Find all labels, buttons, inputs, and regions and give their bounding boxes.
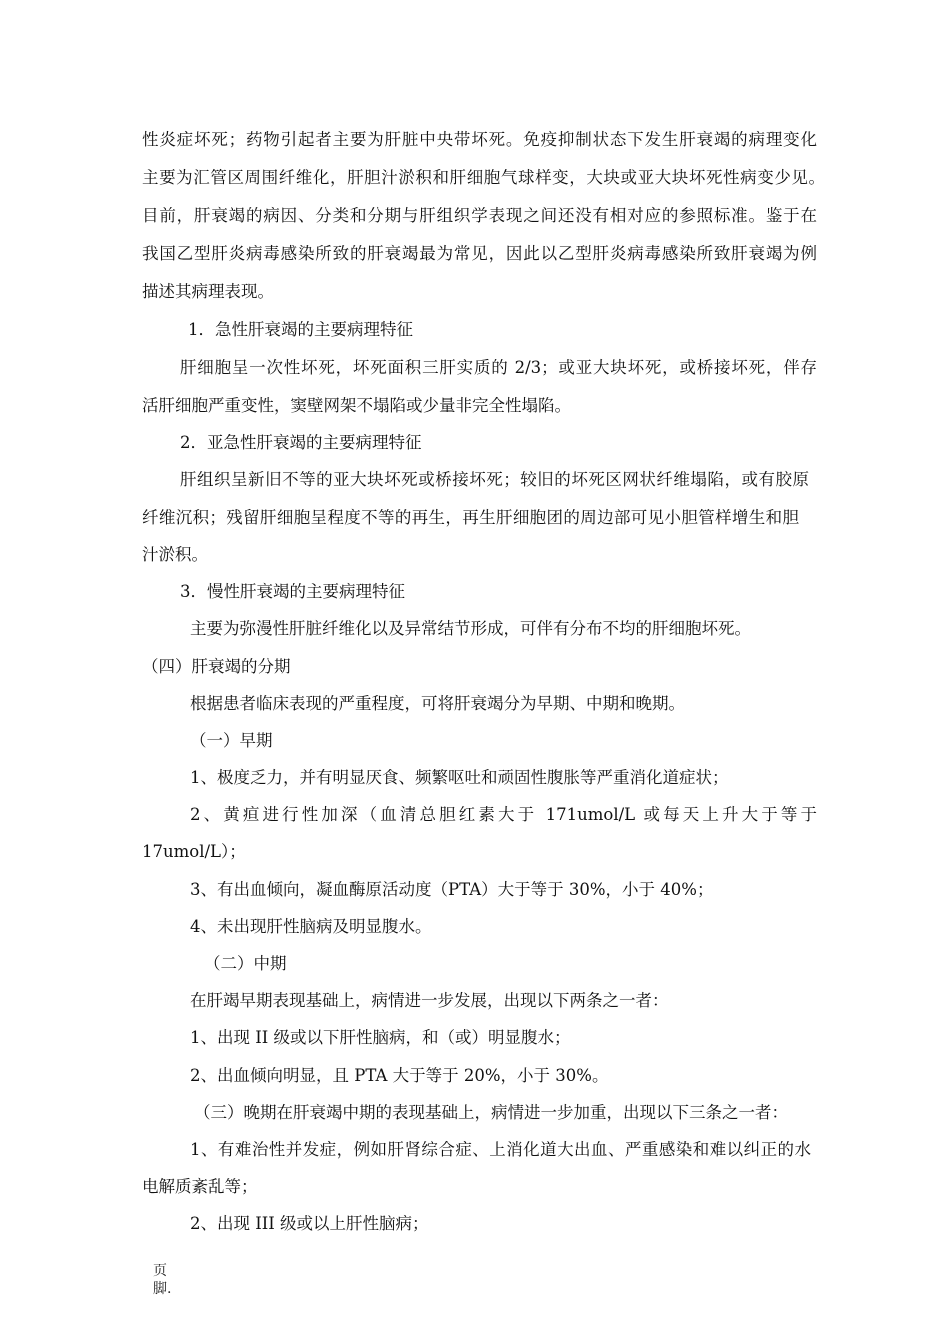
list-item: 1、出现 II 级或以下肝性脑病，和（或）明显腹水；: [190, 1028, 571, 1047]
text-line: 在肝竭早期表现基础上，病情进一步发展，出现以下两条之一者：: [190, 991, 669, 1010]
text-line: 活肝细胞严重变性，窦壁网架不塌陷或少量非完全性塌陷。: [142, 396, 571, 415]
list-item: 2、出血倾向明显，且 PTA 大于等于 20%，小于 30%。: [190, 1066, 609, 1085]
text-line: 我国乙型肝炎病毒感染所致的肝衰竭最为常见，因此以乙型肝炎病毒感染所致肝衰竭为例: [142, 244, 817, 263]
text-line: 纤维沉积；残留肝细胞呈程度不等的再生，再生肝细胞团的周边部可见小胆管样增生和胆: [142, 508, 799, 527]
section-heading: 2．亚急性肝衰竭的主要病理特征: [180, 433, 422, 452]
text-line: 肝细胞呈一次性坏死，坏死面积三肝实质的 2/3；或亚大块坏死，或桥接坏死，伴存: [180, 358, 817, 377]
text-line: 电解质紊乱等；: [142, 1177, 258, 1196]
text-line: 肝组织呈新旧不等的亚大块坏死或桥接坏死；较旧的坏死区网状纤维塌陷，或有胶原: [180, 470, 809, 489]
text-line: 汁淤积。: [142, 545, 208, 564]
text-line: 目前，肝衰竭的病因、分类和分期与肝组织学表现之间还没有相对应的参照标准。鉴于在: [142, 206, 817, 225]
subsection-heading: （三）晚期在肝衰竭中期的表现基础上，病情进一步加重，出现以下三条之一者：: [194, 1103, 788, 1122]
text-line: 描述其病理表现。: [142, 282, 274, 301]
footer-line: 页: [153, 1263, 167, 1279]
section-heading: 1．急性肝衰竭的主要病理特征: [188, 320, 413, 339]
page-footer: [153, 1262, 171, 1298]
list-item: 1、有难治性并发症，例如肝肾综合症、上消化道大出血、严重感染和难以纠正的水: [190, 1140, 811, 1159]
section-heading: （四）肝衰竭的分期: [142, 657, 291, 676]
list-item: 4、未出现肝性脑病及明显腹水。: [190, 917, 432, 936]
text-line: 性炎症坏死；药物引起者主要为肝脏中央带坏死。免疫抑制状态下发生肝衰竭的病理变化: [142, 130, 817, 149]
text-line: 17umol/L）；: [142, 842, 246, 861]
list-item: 3、有出血倾向，凝血酶原活动度（PTA）大于等于 30%，小于 40%；: [190, 880, 714, 899]
section-heading: 3．慢性肝衰竭的主要病理特征: [180, 582, 405, 601]
subsection-heading: （二）中期: [204, 954, 287, 973]
footer-line: 脚.: [153, 1281, 172, 1297]
list-item: 1、极度乏力，并有明显厌食、频繁呕吐和顽固性腹胀等严重消化道症状；: [190, 768, 729, 787]
list-item: 2、出现 III 级或以上肝性脑病；: [190, 1214, 429, 1233]
text-line: 主要为汇管区周围纤维化，肝胆汁淤积和肝细胞气球样变，大块或亚大块坏死性病变少见。: [142, 168, 825, 187]
text-line: 主要为弥漫性肝脏纤维化以及异常结节形成，可伴有分布不均的肝细胞坏死。: [190, 619, 751, 638]
text-line: 根据患者临床表现的严重程度，可将肝衰竭分为早期、中期和晚期。: [190, 694, 685, 713]
subsection-heading: （一）早期: [190, 731, 273, 750]
list-item: 2、黄疸进行性加深（血清总胆红素大于 171umol/L 或每天上升大于等于: [190, 805, 817, 824]
